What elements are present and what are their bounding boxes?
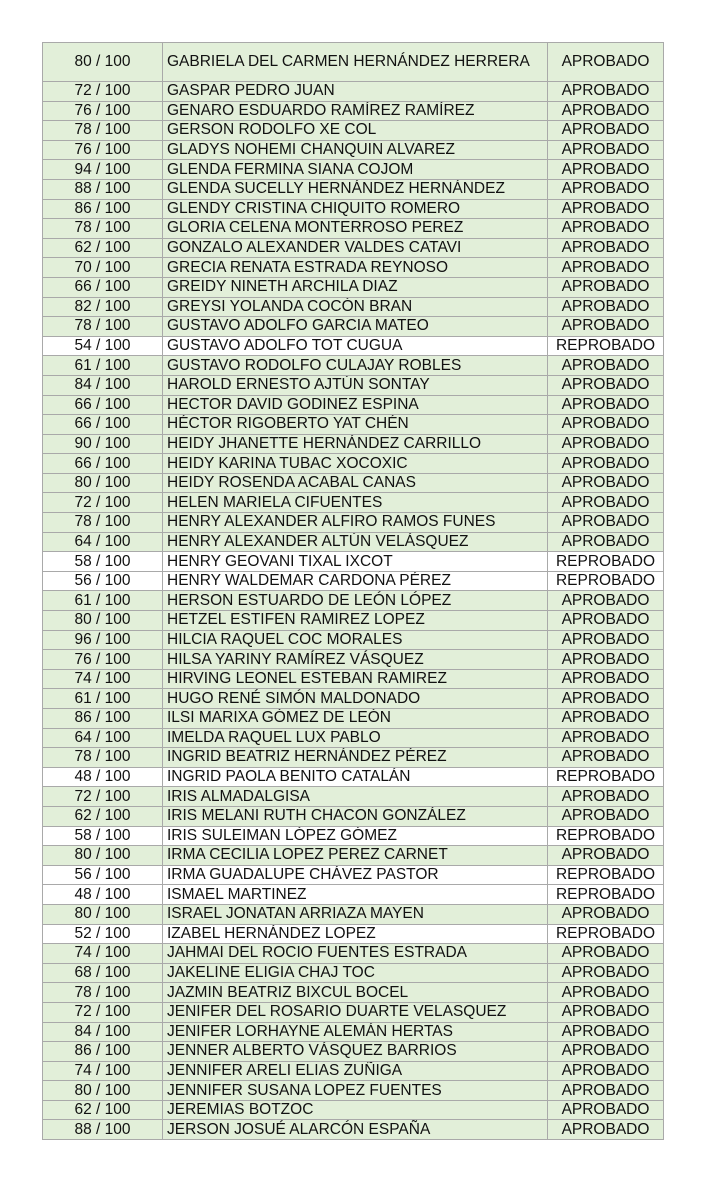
name-cell: JENNER ALBERTO VÁSQUEZ BARRIOS: [163, 1042, 548, 1062]
name-cell: JENIFER DEL ROSARIO DUARTE VELASQUEZ: [163, 1002, 548, 1022]
table-row: [43, 944, 664, 964]
table-row: [43, 121, 664, 141]
table-row: [43, 709, 664, 729]
score-cell: 80 / 100: [43, 904, 163, 924]
table-row: [43, 1061, 664, 1081]
name-cell: IRIS SULEIMAN LÓPEZ GÓMEZ: [163, 826, 548, 846]
name-cell: IRMA CECILIA LOPEZ PEREZ CARNET: [163, 846, 548, 866]
score-cell: 66 / 100: [43, 277, 163, 297]
table-row: [43, 238, 664, 258]
status-cell: APROBADO: [548, 1081, 664, 1101]
table-row: [43, 963, 664, 983]
score-cell: 90 / 100: [43, 434, 163, 454]
score-cell: 80 / 100: [43, 43, 163, 82]
score-cell: 76 / 100: [43, 101, 163, 121]
score-cell: 48 / 100: [43, 767, 163, 787]
name-cell: HEIDY JHANETTE HERNÁNDEZ CARRILLO: [163, 434, 548, 454]
status-cell: APROBADO: [548, 43, 664, 82]
table-row: [43, 375, 664, 395]
status-cell: APROBADO: [548, 160, 664, 180]
status-cell: APROBADO: [548, 179, 664, 199]
name-cell: ISRAEL JONATAN ARRIAZA MAYEN: [163, 904, 548, 924]
status-cell: REPROBADO: [548, 552, 664, 572]
score-cell: 80 / 100: [43, 473, 163, 493]
table-row: [43, 904, 664, 924]
name-cell: HECTOR DAVID GODINEZ ESPINA: [163, 395, 548, 415]
table-row: [43, 983, 664, 1003]
status-cell: APROBADO: [548, 199, 664, 219]
table-row: [43, 513, 664, 533]
score-cell: 66 / 100: [43, 415, 163, 435]
name-cell: HERSON ESTUARDO DE LEÓN LÓPEZ: [163, 591, 548, 611]
score-cell: 56 / 100: [43, 571, 163, 591]
table-row: [43, 865, 664, 885]
status-cell: APROBADO: [548, 669, 664, 689]
table-row: [43, 826, 664, 846]
status-cell: APROBADO: [548, 238, 664, 258]
table-row: [43, 571, 664, 591]
name-cell: HENRY GEOVANI TIXAL IXCOT: [163, 552, 548, 572]
score-cell: 96 / 100: [43, 630, 163, 650]
status-cell: APROBADO: [548, 846, 664, 866]
table-row: [43, 591, 664, 611]
name-cell: JENNIFER ARELI ELIAS ZUÑIGA: [163, 1061, 548, 1081]
table-row: [43, 160, 664, 180]
name-cell: HENRY WALDEMAR CARDONA PÉREZ: [163, 571, 548, 591]
name-cell: ILSI MARIXA GÓMEZ DE LEÓN: [163, 709, 548, 729]
score-cell: 80 / 100: [43, 1081, 163, 1101]
table-row: [43, 885, 664, 905]
status-cell: APROBADO: [548, 650, 664, 670]
score-cell: 80 / 100: [43, 611, 163, 631]
status-cell: REPROBADO: [548, 826, 664, 846]
status-cell: APROBADO: [548, 101, 664, 121]
status-cell: REPROBADO: [548, 571, 664, 591]
name-cell: GLENDA SUCELLY HERNÁNDEZ HERNÁNDEZ: [163, 179, 548, 199]
name-cell: HÉCTOR RIGOBERTO YAT CHÉN: [163, 415, 548, 435]
name-cell: INGRID BEATRIZ HERNÁNDEZ PÉREZ: [163, 748, 548, 768]
name-cell: HEIDY ROSENDA ACABAL CANAS: [163, 473, 548, 493]
name-cell: GREYSI YOLANDA COCÓN BRAN: [163, 297, 548, 317]
status-cell: REPROBADO: [548, 865, 664, 885]
name-cell: GLENDA FERMINA SIANA COJOM: [163, 160, 548, 180]
table-row: [43, 552, 664, 572]
score-cell: 76 / 100: [43, 140, 163, 160]
name-cell: GUSTAVO ADOLFO GARCIA MATEO: [163, 317, 548, 337]
score-cell: 86 / 100: [43, 199, 163, 219]
table-row: [43, 434, 664, 454]
status-cell: APROBADO: [548, 473, 664, 493]
results-table: [42, 42, 664, 1140]
table-row: [43, 728, 664, 748]
status-cell: APROBADO: [548, 297, 664, 317]
name-cell: HEIDY KARINA TUBAC XOCOXIC: [163, 454, 548, 474]
status-cell: APROBADO: [548, 1002, 664, 1022]
name-cell: GERSON RODOLFO XE COL: [163, 121, 548, 141]
table-row: [43, 669, 664, 689]
score-cell: 54 / 100: [43, 336, 163, 356]
score-cell: 70 / 100: [43, 258, 163, 278]
score-cell: 94 / 100: [43, 160, 163, 180]
status-cell: APROBADO: [548, 121, 664, 141]
status-cell: APROBADO: [548, 748, 664, 768]
status-cell: APROBADO: [548, 375, 664, 395]
score-cell: 48 / 100: [43, 885, 163, 905]
status-cell: APROBADO: [548, 1061, 664, 1081]
table-row: [43, 1100, 664, 1120]
status-cell: APROBADO: [548, 317, 664, 337]
table-row: [43, 356, 664, 376]
table-row: [43, 297, 664, 317]
table-row: [43, 277, 664, 297]
status-cell: APROBADO: [548, 277, 664, 297]
name-cell: GUSTAVO RODOLFO CULAJAY ROBLES: [163, 356, 548, 376]
table-row: [43, 630, 664, 650]
score-cell: 84 / 100: [43, 375, 163, 395]
table-row: [43, 473, 664, 493]
table-row: [43, 258, 664, 278]
score-cell: 84 / 100: [43, 1022, 163, 1042]
status-cell: APROBADO: [548, 983, 664, 1003]
status-cell: APROBADO: [548, 591, 664, 611]
score-cell: 86 / 100: [43, 709, 163, 729]
name-cell: GLADYS NOHEMI CHANQUIN ALVAREZ: [163, 140, 548, 160]
table-row: [43, 611, 664, 631]
table-row: [43, 395, 664, 415]
status-cell: APROBADO: [548, 82, 664, 102]
score-cell: 78 / 100: [43, 219, 163, 239]
table-row: [43, 454, 664, 474]
status-cell: APROBADO: [548, 709, 664, 729]
table-row: [43, 101, 664, 121]
score-cell: 64 / 100: [43, 532, 163, 552]
score-cell: 86 / 100: [43, 1042, 163, 1062]
status-cell: REPROBADO: [548, 767, 664, 787]
table-row: [43, 317, 664, 337]
name-cell: GONZALO ALEXANDER VALDES CATAVI: [163, 238, 548, 258]
table-row: [43, 532, 664, 552]
name-cell: GLORIA CELENA MONTERROSO PEREZ: [163, 219, 548, 239]
score-cell: 78 / 100: [43, 983, 163, 1003]
name-cell: IMELDA RAQUEL LUX PABLO: [163, 728, 548, 748]
table-row: [43, 336, 664, 356]
name-cell: GREIDY NINETH ARCHILA DIAZ: [163, 277, 548, 297]
name-cell: HIRVING LEONEL ESTEBAN RAMIREZ: [163, 669, 548, 689]
name-cell: HELEN MARIELA CIFUENTES: [163, 493, 548, 513]
score-cell: 74 / 100: [43, 1061, 163, 1081]
name-cell: GRECIA RENATA ESTRADA REYNOSO: [163, 258, 548, 278]
score-cell: 78 / 100: [43, 317, 163, 337]
status-cell: APROBADO: [548, 1120, 664, 1140]
table-row: [43, 767, 664, 787]
status-cell: APROBADO: [548, 1022, 664, 1042]
score-cell: 66 / 100: [43, 454, 163, 474]
status-cell: APROBADO: [548, 1042, 664, 1062]
score-cell: 72 / 100: [43, 1002, 163, 1022]
table-row: [43, 1002, 664, 1022]
name-cell: HETZEL ESTIFEN RAMIREZ LOPEZ: [163, 611, 548, 631]
score-cell: 62 / 100: [43, 1100, 163, 1120]
name-cell: HENRY ALEXANDER ALTÚN VELÁSQUEZ: [163, 532, 548, 552]
score-cell: 82 / 100: [43, 297, 163, 317]
score-cell: 88 / 100: [43, 1120, 163, 1140]
score-cell: 76 / 100: [43, 650, 163, 670]
name-cell: IRIS ALMADALGISA: [163, 787, 548, 807]
status-cell: APROBADO: [548, 454, 664, 474]
results-table-body: [43, 43, 664, 1140]
name-cell: GABRIELA DEL CARMEN HERNÁNDEZ HERRERA: [163, 43, 548, 82]
status-cell: APROBADO: [548, 806, 664, 826]
name-cell: JENNIFER SUSANA LOPEZ FUENTES: [163, 1081, 548, 1101]
table-row: [43, 1120, 664, 1140]
table-row: [43, 140, 664, 160]
name-cell: IRIS MELANI RUTH CHACON GONZÁLEZ: [163, 806, 548, 826]
status-cell: APROBADO: [548, 689, 664, 709]
name-cell: JERSON JOSUÉ ALARCÓN ESPAÑA: [163, 1120, 548, 1140]
score-cell: 72 / 100: [43, 493, 163, 513]
name-cell: GLENDY CRISTINA CHIQUITO ROMERO: [163, 199, 548, 219]
name-cell: IZABEL HERNÁNDEZ LOPEZ: [163, 924, 548, 944]
status-cell: APROBADO: [548, 493, 664, 513]
table-row: [43, 748, 664, 768]
score-cell: 56 / 100: [43, 865, 163, 885]
name-cell: HUGO RENÉ SIMÓN MALDONADO: [163, 689, 548, 709]
status-cell: APROBADO: [548, 1100, 664, 1120]
status-cell: REPROBADO: [548, 336, 664, 356]
score-cell: 66 / 100: [43, 395, 163, 415]
score-cell: 61 / 100: [43, 356, 163, 376]
table-row: [43, 199, 664, 219]
name-cell: JAKELINE ELIGIA CHAJ TOC: [163, 963, 548, 983]
score-cell: 74 / 100: [43, 669, 163, 689]
table-row: [43, 1042, 664, 1062]
table-row: [43, 846, 664, 866]
status-cell: APROBADO: [548, 532, 664, 552]
score-cell: 52 / 100: [43, 924, 163, 944]
name-cell: JAZMIN BEATRIZ BIXCUL BOCEL: [163, 983, 548, 1003]
score-cell: 61 / 100: [43, 591, 163, 611]
score-cell: 74 / 100: [43, 944, 163, 964]
table-row: [43, 1081, 664, 1101]
name-cell: INGRID PAOLA BENITO CATALÁN: [163, 767, 548, 787]
status-cell: APROBADO: [548, 219, 664, 239]
score-cell: 78 / 100: [43, 513, 163, 533]
score-cell: 62 / 100: [43, 238, 163, 258]
status-cell: APROBADO: [548, 434, 664, 454]
name-cell: HILSA YARINY RAMÍREZ VÁSQUEZ: [163, 650, 548, 670]
score-cell: 62 / 100: [43, 806, 163, 826]
score-cell: 72 / 100: [43, 787, 163, 807]
status-cell: APROBADO: [548, 415, 664, 435]
score-cell: 58 / 100: [43, 552, 163, 572]
table-row: [43, 689, 664, 709]
table-row: [43, 650, 664, 670]
name-cell: JENIFER LORHAYNE ALEMÁN HERTAS: [163, 1022, 548, 1042]
status-cell: APROBADO: [548, 728, 664, 748]
table-row: [43, 806, 664, 826]
name-cell: HILCIA RAQUEL COC MORALES: [163, 630, 548, 650]
table-row: [43, 493, 664, 513]
status-cell: APROBADO: [548, 611, 664, 631]
table-row: [43, 43, 664, 82]
name-cell: ISMAEL MARTINEZ: [163, 885, 548, 905]
status-cell: APROBADO: [548, 513, 664, 533]
score-cell: 64 / 100: [43, 728, 163, 748]
score-cell: 72 / 100: [43, 82, 163, 102]
table-row: [43, 82, 664, 102]
name-cell: GENARO ESDUARDO RAMÍREZ RAMÍREZ: [163, 101, 548, 121]
status-cell: APROBADO: [548, 963, 664, 983]
table-row: [43, 219, 664, 239]
status-cell: APROBADO: [548, 904, 664, 924]
score-cell: 80 / 100: [43, 846, 163, 866]
table-row: [43, 415, 664, 435]
status-cell: APROBADO: [548, 944, 664, 964]
score-cell: 61 / 100: [43, 689, 163, 709]
status-cell: APROBADO: [548, 395, 664, 415]
status-cell: APROBADO: [548, 787, 664, 807]
score-cell: 88 / 100: [43, 179, 163, 199]
status-cell: APROBADO: [548, 356, 664, 376]
score-cell: 78 / 100: [43, 121, 163, 141]
name-cell: HENRY ALEXANDER ALFIRO RAMOS FUNES: [163, 513, 548, 533]
name-cell: HAROLD ERNESTO AJTÚN SONTAY: [163, 375, 548, 395]
score-cell: 78 / 100: [43, 748, 163, 768]
table-row: [43, 787, 664, 807]
table-row: [43, 179, 664, 199]
name-cell: GUSTAVO ADOLFO TOT CUGUA: [163, 336, 548, 356]
status-cell: APROBADO: [548, 630, 664, 650]
name-cell: JAHMAI DEL ROCIO FUENTES ESTRADA: [163, 944, 548, 964]
score-cell: 58 / 100: [43, 826, 163, 846]
table-row: [43, 1022, 664, 1042]
table-row: [43, 924, 664, 944]
score-cell: 68 / 100: [43, 963, 163, 983]
status-cell: APROBADO: [548, 258, 664, 278]
status-cell: REPROBADO: [548, 885, 664, 905]
status-cell: REPROBADO: [548, 924, 664, 944]
status-cell: APROBADO: [548, 140, 664, 160]
name-cell: JEREMIAS BOTZOC: [163, 1100, 548, 1120]
name-cell: GASPAR PEDRO JUAN: [163, 82, 548, 102]
name-cell: IRMA GUADALUPE CHÁVEZ PASTOR: [163, 865, 548, 885]
